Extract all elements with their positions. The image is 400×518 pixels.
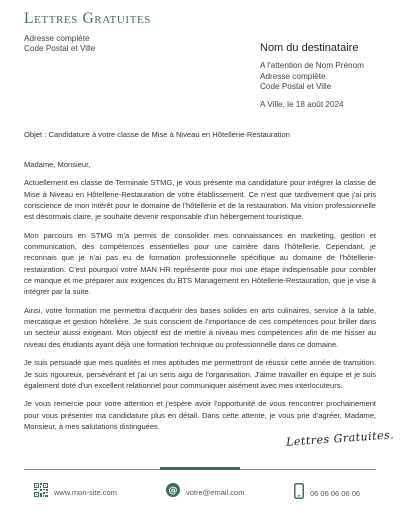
footer-divider-accent xyxy=(160,467,240,470)
recipient-attention: A l'attention de Nom Prénom xyxy=(260,61,364,70)
letter-subject: Objet : Candidature à votre classe de Mise à Niveau en Hôtellerie-Restauration xyxy=(24,130,290,139)
paragraph-1: Actuellement en classe de Terminale STMG, je vous présente ma candidature pour intégrer la classe de Mise à Niveau en Hôtellerie-Restauration de votre établissement. Ce n'est que tardivement que j'ai pris conscience de mon intérêt pour le domaine de l'hôtellerie et de la restauration. Ma vision professionnelle est désormais claire, je souhaite devenir responsable d'un hébergement touristique. xyxy=(24,178,376,222)
paragraph-2: Mon parcours en STMG m'a permis de consolider mes connaissances en marketing, gestion et communication, des compétences essentielles pour une carrière dans l'hôtellerie. Cependant, je reconnais que je n'ai pas eu de formation professionnelle spécifique au domaine de l'hôtellerie-restauration. C'est pourquoi votre MAN HR représente pour moi une étape indispensable pour combler ce manque et me préparer aux exigences du BTS Management en Hôtellerie-Restauration, que je vise à intégrer par la suite. xyxy=(24,230,376,297)
footer-email xyxy=(166,483,244,502)
signature: Lettres Gratuites. xyxy=(285,428,395,449)
sender-block xyxy=(24,10,151,54)
recipient-postal-city: Code Postal et Ville xyxy=(260,82,332,91)
at-sign-icon xyxy=(166,483,180,502)
svg-text:@: @ xyxy=(168,486,178,497)
paragraph-4: Je suis persuadé que mes qualités et mes aptitudes me permettront de réussir cette année de transition. Je suis rigoureux, persévérant et j'ai un sens aigu de l'organisation. J'aime travailler en équipe et je suis également doté d'un excellent relationnel pour communiquer aisément avec mes interlocuteurs. xyxy=(24,358,376,390)
sender-postal-city: Code Postal et Ville xyxy=(24,44,96,53)
smartphone-icon xyxy=(294,483,304,504)
website-link[interactable]: www.mon-site.com xyxy=(54,488,117,497)
place-date: A Ville, le 18 août 2024 xyxy=(260,100,344,109)
letter-body xyxy=(24,159,376,439)
phone-number[interactable]: 06 06 06 06 06 xyxy=(310,489,361,498)
recipient-block xyxy=(260,42,364,93)
paragraph-3: Ainsi, votre formation me permettra d'acquérir des bases solides en arts culinaires, service à la table, mercatique et gestion hôtelière. Je suis conscient de l'importance de ces compétences pour briller dans un secteur aussi exigeant. Mon objectif est de mettre à niveau mes compétences afin de me hisser au niveau des étudiants ayant déjà une formation technique ou professionnelle dans ce domaine. xyxy=(24,305,376,349)
email-link[interactable]: votre@email.com xyxy=(186,488,245,497)
qr-code-icon xyxy=(34,483,48,502)
recipient-address: Adresse complète xyxy=(260,71,326,81)
greeting: Madame, Monsieur, xyxy=(24,160,91,169)
paragraph-5: Je vous remercie pour votre attention et j'espère avoir l'opportunité de vous rencontrer prochainement pour vous présenter ma candidature plus en détail. Dans cette attente, je vous prie d'agréer, Madame, Monsieur, à mes salutations distinguées. xyxy=(24,399,376,431)
sender-name: Lettres Gratuites xyxy=(24,10,152,27)
recipient-name: Nom du destinataire xyxy=(260,42,359,54)
footer-phone xyxy=(294,483,360,504)
sender-address: Adresse complète xyxy=(24,34,90,43)
footer-website xyxy=(34,483,117,502)
